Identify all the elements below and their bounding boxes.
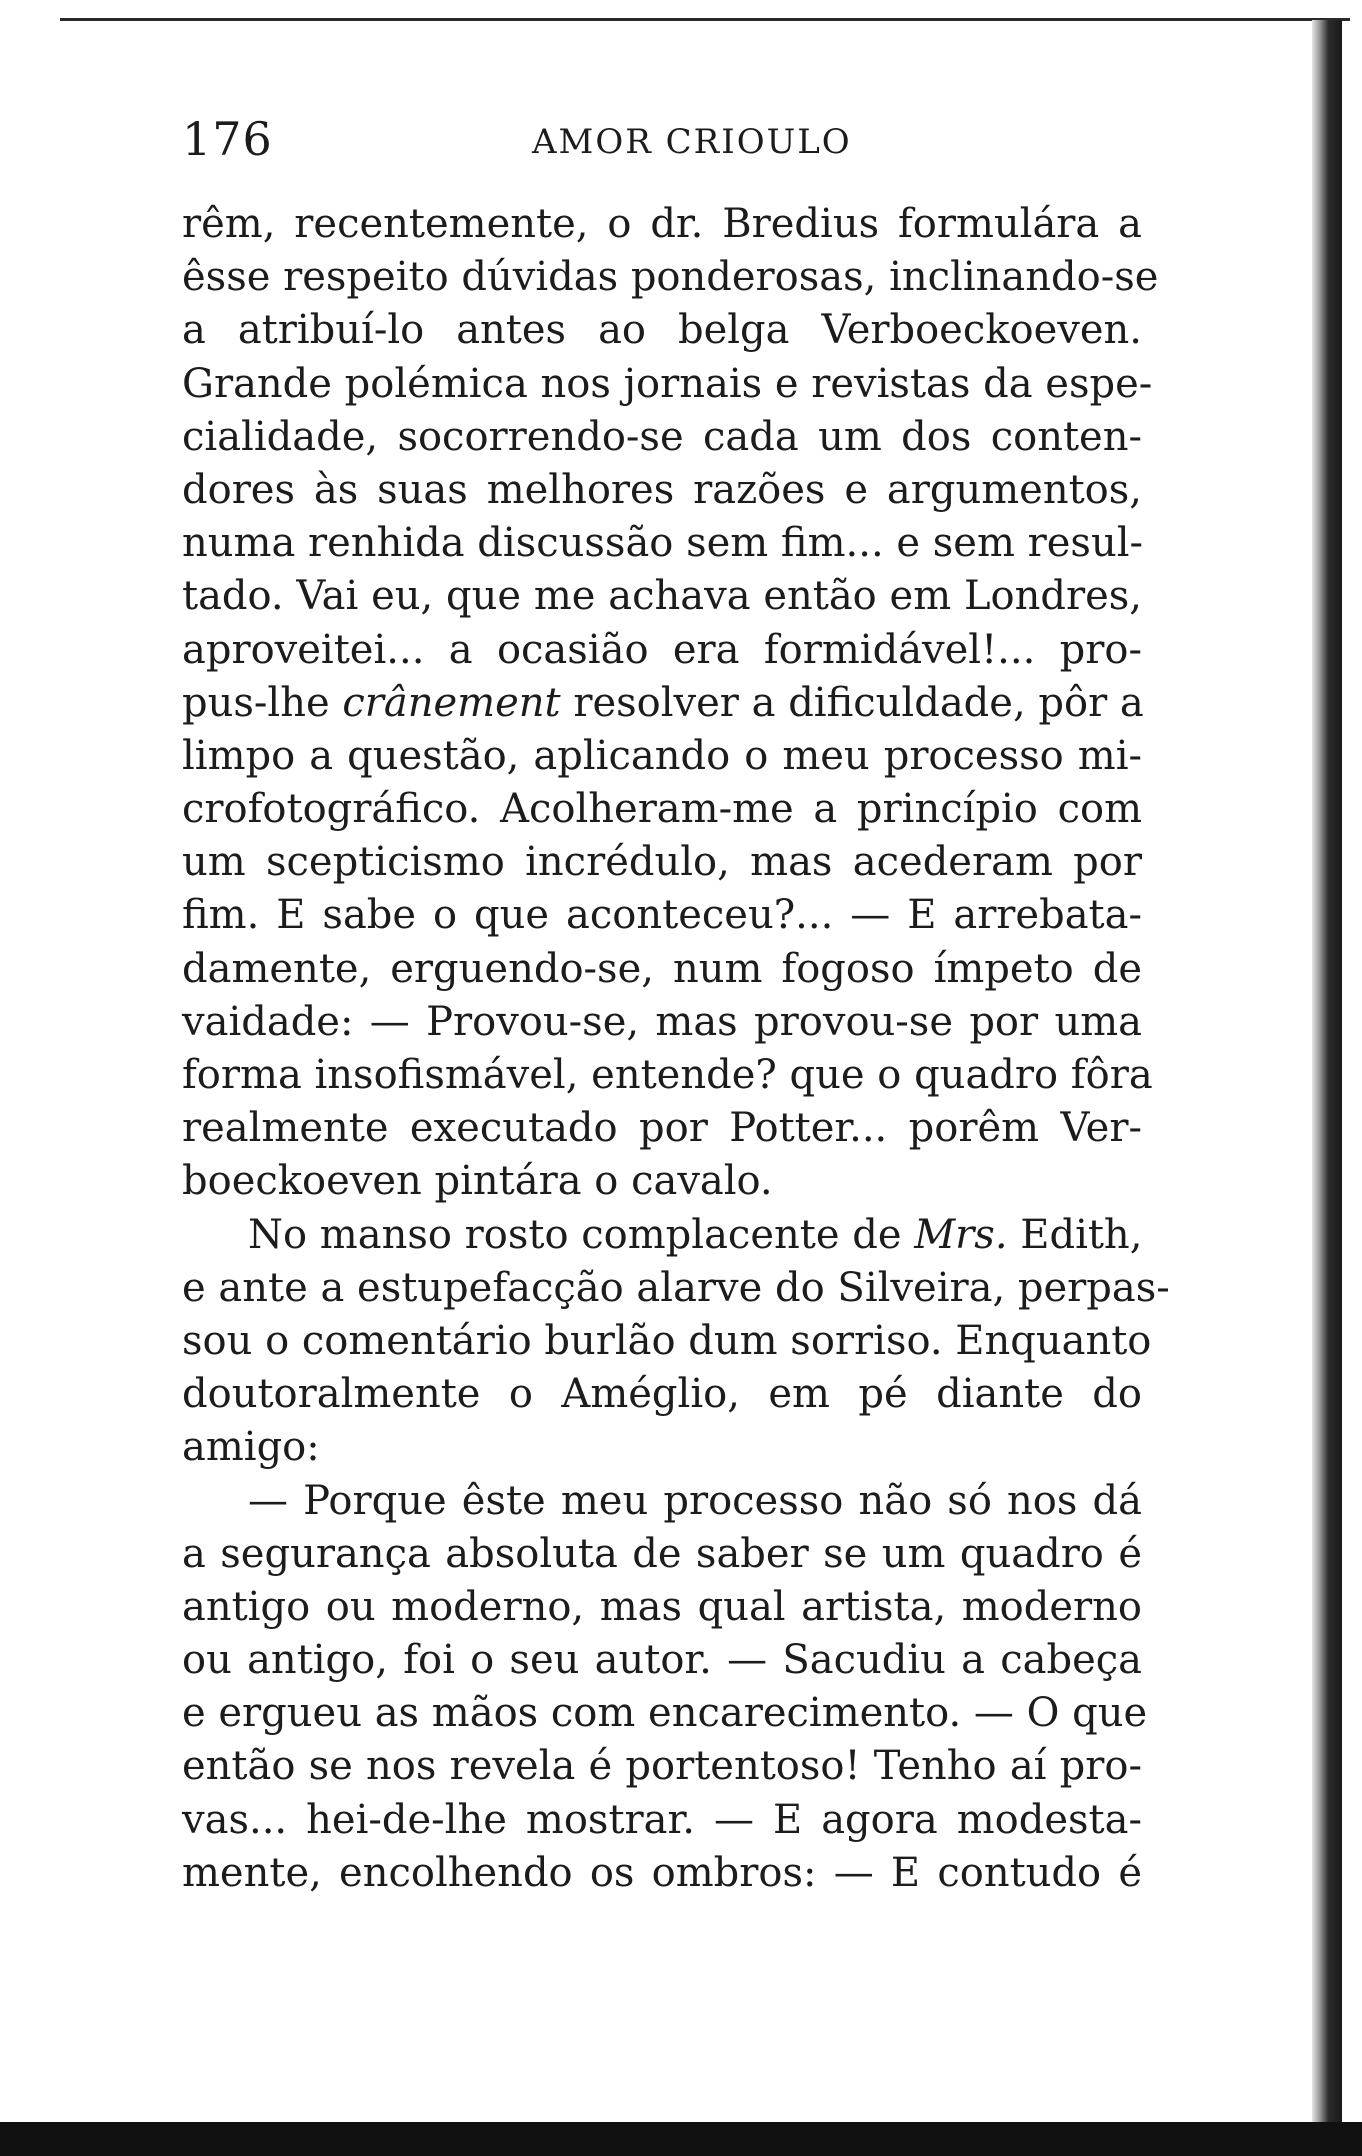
text-line: damente, erguendo-se, num fogoso ímpeto de	[182, 945, 1142, 992]
italic-word: Mrs.	[914, 1211, 1008, 1258]
top-rule	[60, 18, 1350, 21]
text-line: Grande polémica nos jornais e revistas da espe-	[182, 360, 1153, 407]
text-line: boeckoeven pintára o cavalo.	[182, 1158, 773, 1205]
text-line: crofotográfico. Acolheram-me a princípio com	[182, 786, 1142, 833]
text-line: dores às suas melhores razões e argumentos,	[182, 466, 1142, 513]
text-line: a atribuí-lo antes ao belga Verboeckoeven.	[182, 307, 1142, 354]
text-line: sou o comentário burlão dum sorriso. Enquanto	[182, 1317, 1152, 1364]
text-line: No manso rosto complacente de Mrs. Edith,	[248, 1211, 1143, 1258]
page-edge-shadow	[1312, 20, 1342, 2130]
text-line: a segurança absoluta de saber se um quadro é	[182, 1530, 1142, 1577]
text-line: vaidade: — Provou-se, mas provou-se por uma	[182, 998, 1142, 1045]
text-line: e ante a estupefacção alarve do Silveira, perpas-	[182, 1264, 1170, 1311]
text-line: rêm, recentemente, o dr. Bredius formulára a	[182, 201, 1142, 247]
text-line: — Porque êste meu processo não só nos dá	[248, 1477, 1142, 1524]
running-title: AMOR CRIOULO	[532, 122, 852, 162]
text-line: vas... hei-de-lhe mostrar. — E agora modesta-	[182, 1796, 1142, 1843]
text-line: tado. Vai eu, que me achava então em Londres,	[182, 573, 1142, 620]
text-line: então se nos revela é portentoso! Tenho aí pro-	[182, 1743, 1142, 1790]
page-header	[182, 112, 1142, 172]
italic-word: crânement	[342, 679, 561, 726]
text-line: e ergueu as mãos com encarecimento. — O que	[182, 1690, 1148, 1737]
text-line: numa renhida discussão sem fim... e sem resul-	[182, 520, 1144, 567]
text-line: fim. E sabe o que aconteceu?... — E arrebata-	[182, 892, 1142, 939]
body-text	[182, 198, 1170, 1900]
text-line: cialidade, socorrendo-se cada um dos conten-	[182, 413, 1142, 460]
text-line: ou antigo, foi o seu autor. — Sacudiu a cabeça	[182, 1637, 1142, 1684]
text-line: um scepticismo incrédulo, mas acederam por	[182, 839, 1142, 886]
text-line: doutoralmente o Améglio, em pé diante do	[182, 1371, 1142, 1418]
scan-bottom-band	[0, 2122, 1362, 2156]
text-line: pus-lhe crânement resolver a dificuldade, pôr a	[182, 679, 1144, 726]
page-number: 176	[182, 112, 273, 166]
text-line: realmente executado por Potter... porêm Ver-	[182, 1105, 1142, 1152]
text-line: êsse respeito dúvidas ponderosas, inclinando-se	[182, 254, 1159, 301]
text-line: forma insofismável, entende? que o quadro fôra	[182, 1052, 1153, 1098]
text-line: limpo a questão, aplicando o meu processo mi-	[182, 732, 1142, 779]
text-line: aproveitei... a ocasião era formidável!... pro-	[182, 626, 1142, 673]
text-line: antigo ou moderno, mas qual artista, moderno	[182, 1583, 1142, 1630]
text-line: amigo:	[182, 1424, 320, 1471]
text-line: mente, encolhendo os ombros: — E contudo é	[182, 1849, 1142, 1896]
